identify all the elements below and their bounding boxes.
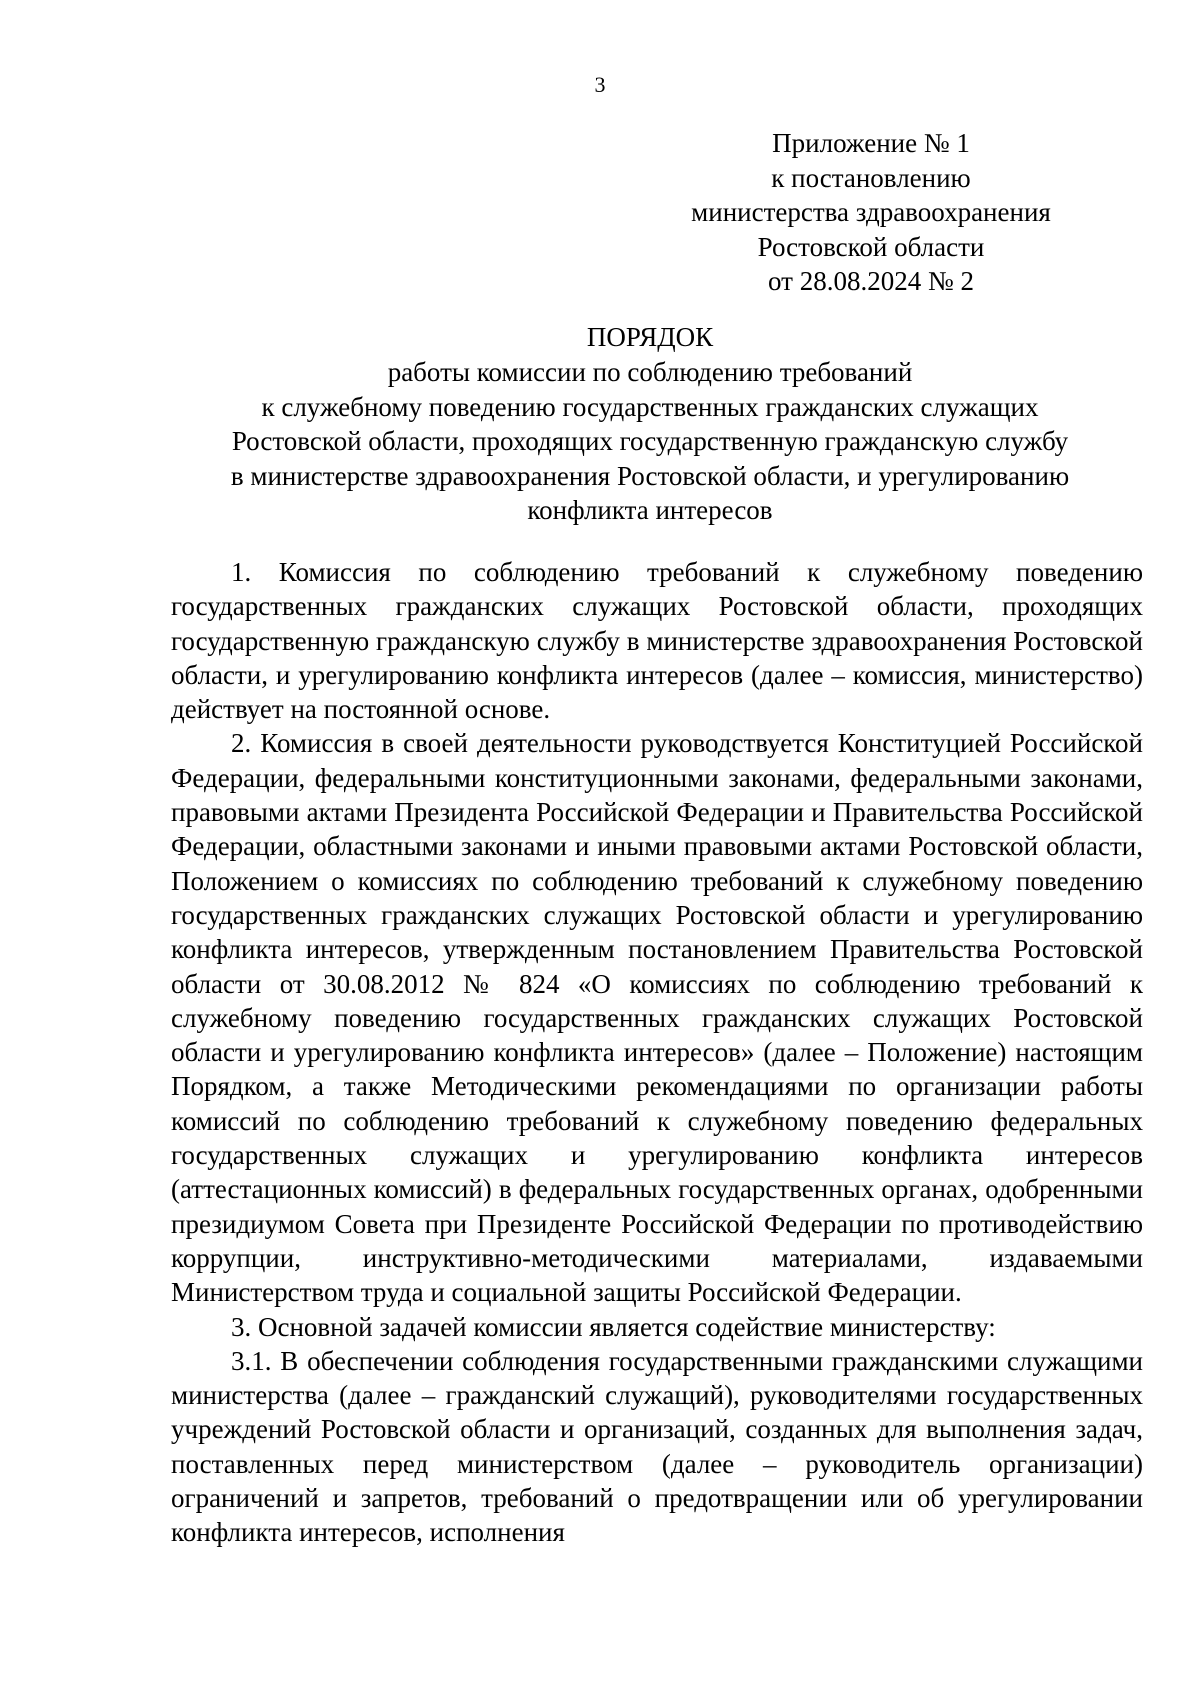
- page-number: 3: [594, 72, 606, 97]
- subtitle-line: конфликта интересов: [527, 495, 773, 525]
- appendix-header: [650, 126, 1092, 299]
- appendix-line: от 28.08.2024 № 2: [768, 266, 974, 296]
- subtitle-line: к служебному поведению государственных гражданских служащих: [261, 391, 1039, 422]
- document-body: [171, 555, 1143, 1550]
- appendix-line: министерства здравоохранения: [691, 197, 1051, 227]
- document-title: ПОРЯДОК: [586, 322, 714, 352]
- paragraph-1: 1. Комиссия по соблюдению требований к служебному поведению государственных гражданских служащих Ростовской области, проходящих государственную гражданскую службу в министерстве здравоохранения Ростовской области, и урегулированию конфликта интересов (далее – комиссия, министерство) действует на постоянной основе.: [171, 557, 1143, 725]
- document-subtitle: [175, 355, 1125, 528]
- paragraph-2: 2. Комиссия в своей деятельности руководствуется Конституцией Российской Федерации, федеральными конституционными законами, федеральными законами, правовыми актами Президента Российской Федерации и Правительства Российской Федерации, областными законами и иными правовыми актами Ростовской области, Положением о комиссиях по соблюдению требований к служебному поведению государственных гражданских служащих Ростовской области и урегулированию конфликта интересов, утвержденным постановлением Правительства Ростовской области от 30.08.2012 № 824 «О комиссиях по соблюдению требований к служебному поведению государственных гражданских служащих Ростовской области и урегулированию конфликта интересов» (далее – Положение) настоящим Порядком, а также Методическими рекомендациями по организации работы комиссий по соблюдению требований к служебному поведению федеральных государственных служащих и урегулированию конфликта интересов (аттестационных комиссий) в федеральных государственных органах, одобренными президиумом Совета при Президенте Российской Федерации по противодействию коррупции, инструктивно-методическими материалами, издаваемыми Министерством труда и социальной защиты Российской Федерации.: [171, 728, 1143, 1308]
- paragraph-3-1: 3.1. В обеспечении соблюдения государственными гражданскими служащими министерства (далее – гражданский служащий), руководителями государственных учреждений Ростовской области и организаций, созданных для выполнения задач, поставленных перед министерством (далее – руководитель организации) ограничений и запретов, требований о предотвращении или об урегулировании конфликта интересов, исполнения: [171, 1345, 1143, 1548]
- paragraph-3: 3. Основной задачей комиссии является содействие министерству:: [231, 1311, 996, 1342]
- appendix-line: Ростовской области: [757, 231, 985, 262]
- subtitle-line: работы комиссии по соблюдению требований: [387, 357, 913, 387]
- subtitle-line: Ростовской области, проходящих государственную гражданскую службу: [231, 426, 1069, 456]
- subtitle-line: в министерстве здравоохранения Ростовской области, и урегулированию: [230, 460, 1070, 491]
- appendix-line: к постановлению: [771, 162, 971, 193]
- appendix-line: Приложение № 1: [772, 128, 970, 158]
